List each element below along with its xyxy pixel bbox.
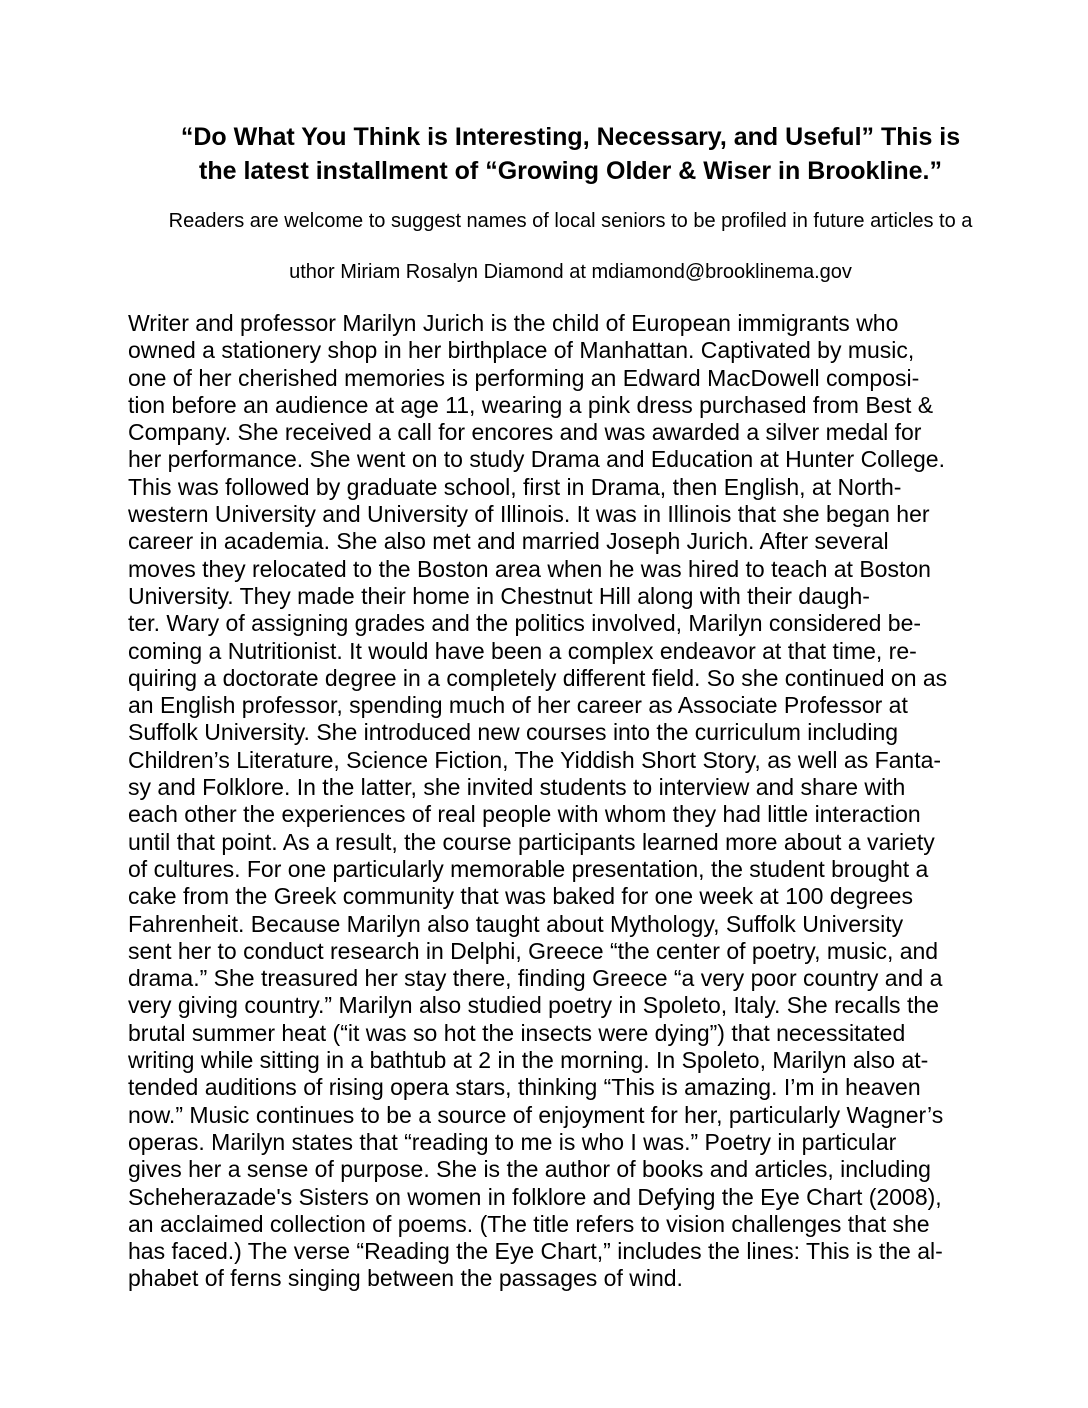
article-text-line: operas. Marilyn states that “reading to me is who I was.” Poetry in particular: [128, 1128, 897, 1155]
article-text-line: now.” Music continues to be a source of enjoyment for her, particularly Wagner’s: [128, 1101, 944, 1128]
article-text-line: until that point. As a result, the course participants learned more about a variety: [128, 828, 935, 855]
article-text-line: sent her to conduct research in Delphi, Greece “the center of poetry, music, and: [128, 937, 939, 964]
article-text-line: career in academia. She also met and married Joseph Jurich. After several: [128, 528, 889, 555]
page-title: [128, 120, 1013, 188]
article-text-line: quiring a doctorate degree in a completely different field. So she continued on as: [128, 664, 948, 691]
author-contact-line: uthor Miriam Rosalyn Diamond at mdiamond@brooklinema.gov: [289, 261, 852, 283]
article-text-line: her performance. She went on to study Drama and Education at Hunter College.: [128, 446, 945, 473]
article-text-line: Suffolk University. She introduced new courses into the curriculum including: [128, 719, 899, 746]
article-text-line: tended auditions of rising opera stars, thinking “This is amazing. I’m in heaven: [128, 1074, 921, 1101]
article-text-line: phabet of ferns singing between the passages of wind.: [128, 1265, 683, 1292]
article-text-line: tion before an audience at age 11, wearing a pink dress purchased from Best &: [128, 391, 934, 418]
page-title-line: the latest installment of “Growing Older & Wiser in Brookline.”: [199, 157, 942, 185]
article-text-line: of cultures. For one particularly memorable presentation, the student brought a: [128, 855, 929, 882]
article-text-line: western University and University of Illinois. It was in Illinois that she began her: [128, 501, 930, 528]
page-title-line: “Do What You Think is Interesting, Necessary, and Useful” This is: [180, 123, 961, 151]
article-text-line: gives her a sense of purpose. She is the author of books and articles, including: [128, 1156, 931, 1183]
article-text-line: Children’s Literature, Science Fiction, The Yiddish Short Story, as well as Fanta-: [128, 746, 942, 773]
article-text-line: an English professor, spending much of her career as Associate Professor at: [128, 692, 908, 719]
article-text-line: Fahrenheit. Because Marilyn also taught about Mythology, Suffolk University: [128, 910, 904, 937]
article-text-line: drama.” She treasured her stay there, finding Greece “a very poor country and a: [128, 965, 943, 992]
article-text-line: This was followed by graduate school, first in Drama, then English, at North-: [128, 473, 902, 500]
article-body: [128, 310, 1013, 1293]
article-text-line: sy and Folklore. In the latter, she invited students to interview and share with: [128, 774, 906, 801]
article-text-line: cake from the Greek community that was baked for one week at 100 degrees: [128, 883, 913, 910]
article-text-line: owned a stationery shop in her birthplace of Manhattan. Captivated by music,: [128, 337, 915, 364]
article-text-line: coming a Nutritionist. It would have been a complex endeavor at that time, re-: [128, 637, 917, 664]
article-text-line: Scheherazade's Sisters on women in folklore and Defying the Eye Chart (2008),: [128, 1183, 942, 1210]
article-text-line: an acclaimed collection of poems. (The title refers to vision challenges that she: [128, 1210, 930, 1237]
article-text-line: brutal summer heat (“it was so hot the insects were dying”) that necessitated: [128, 1019, 906, 1046]
article-text-line: each other the experiences of real people with whom they had little interaction: [128, 801, 921, 828]
article-text-line: University. They made their home in Chestnut Hill along with their daugh-: [128, 582, 870, 609]
article-text-line: moves they relocated to the Boston area when he was hired to teach at Boston: [128, 555, 931, 582]
article-text-line: ter. Wary of assigning grades and the politics involved, Marilyn considered be-: [128, 610, 922, 637]
article-text-line: writing while sitting in a bathtub at 2 in the morning. In Spoleto, Marilyn also at-: [128, 1047, 929, 1074]
article-text-line: has faced.) The verse “Reading the Eye Chart,” includes the lines: This is the al-: [128, 1238, 943, 1265]
byline-suggestion-note: Readers are welcome to suggest names of local seniors to be profiled in future articles to a: [168, 210, 973, 232]
article-text-line: Writer and professor Marilyn Jurich is the child of European immigrants who: [128, 310, 899, 336]
article-text-line: Company. She received a call for encores and was awarded a silver medal for: [128, 419, 922, 446]
article-text-line: one of her cherished memories is performing an Edward MacDowell composi-: [128, 364, 920, 391]
article-text-line: very giving country.” Marilyn also studied poetry in Spoleto, Italy. She recalls the: [128, 992, 939, 1019]
